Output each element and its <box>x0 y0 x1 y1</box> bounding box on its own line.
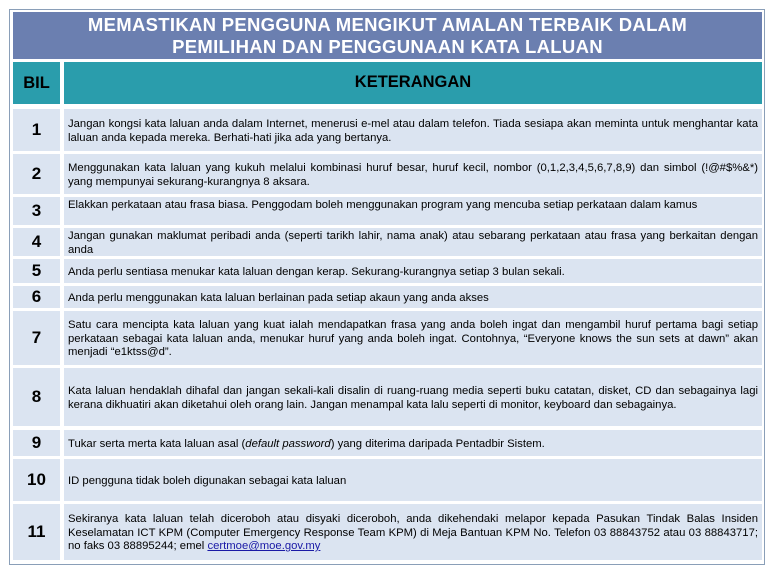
table-row <box>13 504 762 560</box>
row-text <box>64 368 762 426</box>
row-text-content: Jangan kongsi kata laluan anda dalam Internet, menerusi e-mel atau dalam telefon. Tiada sesiapa akan meminta untuk menghantar kata laluan anda kepada mereka. Berhati-hati jika ada yang bertanya. <box>68 118 758 144</box>
table-row <box>13 311 762 365</box>
row-text-content: Kata laluan hendaklah dihafal dan jangan sekali-kali disalin di ruang-ruang media seperti buku catatan, disket, CD dan sebagainya lagi kerana dikhuatiri akan diketahui oleh orang lain. Jangan menampal kata lalu seperti di monitor, keyboard dan sebagainya. <box>68 385 758 411</box>
title-line-2: PEMILIHAN DAN PENGGUNAAN KATA LALUAN <box>172 35 603 57</box>
row-text-part: ) yang diterima daripada Pentadbir Sistem. <box>330 437 545 450</box>
email-link[interactable]: certmoe@moe.gov.my <box>207 540 321 553</box>
header-bil: BIL <box>13 62 60 104</box>
row-text <box>64 430 762 456</box>
row-text-content: ID pengguna tidak boleh digunakan sebagai kata laluan <box>68 474 347 487</box>
row-number: 9 <box>13 430 60 456</box>
row-text-content <box>68 438 758 452</box>
row-text-part: Sekiranya kata laluan telah diceroboh atau disyaki diceroboh, anda dikehendaki melapor kepada Pasukan Tindak Balas Insiden Keselamatan ICT KPM (Computer Emergency Response Team KPM) di Meja Bantuan KPM No. Telefon 03 88843752 atau 03 88843717; no faks 03 88895244; emel <box>68 513 758 553</box>
row-text-content: Satu cara mencipta kata laluan yang kuat ialah mendapatkan frasa yang anda boleh ingat dan mengambil huruf pertama bagi setiap perkataan sebagai kata laluan anda, menukar huruf yang anda boleh ingat. Contohnya, “Everyone knows the sun sets at dawn” akan menjadi “e1ktss@d”. <box>68 319 758 359</box>
table-row <box>13 197 762 225</box>
row-number: 1 <box>13 109 60 151</box>
row-number: 11 <box>13 504 60 560</box>
table-row <box>13 154 762 194</box>
table-row <box>13 459 762 501</box>
row-text <box>64 197 762 225</box>
row-text <box>64 259 762 283</box>
row-text-content <box>68 513 758 554</box>
row-number: 3 <box>13 197 60 225</box>
row-text <box>64 504 762 560</box>
row-number: 7 <box>13 311 60 365</box>
row-number: 6 <box>13 286 60 308</box>
table-row <box>13 259 762 283</box>
row-text-part: Tukar serta merta kata laluan asal ( <box>68 437 246 450</box>
row-number: 5 <box>13 259 60 283</box>
header-keterangan: KETERANGAN <box>64 62 762 104</box>
row-text <box>64 228 762 256</box>
row-text-content: Jangan gunakan maklumat peribadi anda (seperti tarikh lahir, nama anak) atau sebarang perkataan atau frasa yang berkaitan dengan anda <box>68 230 758 256</box>
table-row <box>13 228 762 256</box>
row-text <box>64 109 762 151</box>
row-text-italic: default password <box>245 437 331 450</box>
row-text <box>64 286 762 308</box>
row-text-content: Elakkan perkataan atau frasa biasa. Penggodam boleh menggunakan program yang mencuba setiap perkataan dalam kamus <box>68 199 698 211</box>
slide-title <box>13 12 762 59</box>
table-row <box>13 368 762 426</box>
row-text <box>64 459 762 501</box>
row-text-content: Anda perlu sentiasa menukar kata laluan dengan kerap. Sekurang-kurangnya setiap 3 bulan sekali. <box>68 265 565 278</box>
row-text-content: Menggunakan kata laluan yang kukuh melalui kombinasi huruf besar, huruf kecil, nombor (0,1,2,3,4,5,6,7,8,9) dan simbol (!@#$%&*) yang mempunyai sekurang-kurangnya 8 aksara. <box>68 162 758 188</box>
table-row <box>13 109 762 151</box>
table-row <box>13 430 762 456</box>
row-number: 4 <box>13 228 60 256</box>
row-number: 8 <box>13 368 60 426</box>
row-number: 2 <box>13 154 60 194</box>
table-row <box>13 286 762 308</box>
row-text <box>64 154 762 194</box>
row-text <box>64 311 762 365</box>
table-header <box>13 62 762 104</box>
title-line-1: MEMASTIKAN PENGGUNA MENGIKUT AMALAN TERBAIK DALAM <box>87 13 688 35</box>
row-text-content: Anda perlu menggunakan kata laluan berlainan pada setiap akaun yang anda akses <box>68 291 489 304</box>
row-number: 10 <box>13 459 60 501</box>
